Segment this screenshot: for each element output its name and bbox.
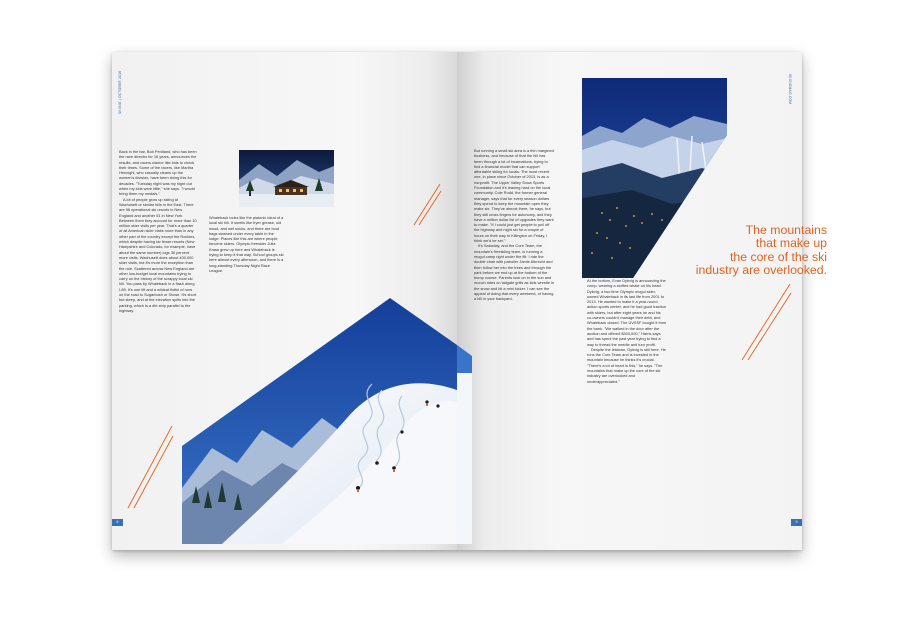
paragraph: A lot of people grow up skiing at Wachusett or similar hills in the East. There are 96 operational ski resorts in New England and another 51 in New York. Between them they account for more than 10 million skier visits per year. That's a quarter of all American skier visits more than in any other part of the country except the Rockies, which despite having far fewer resorts (New Hampshire and Colorado, for example, have about the same number) logs 36 percent more visits. Wachusett does about 400,000 skier visits, but it's more the exception than the rule. Scattered across New England are other low-budget local mountains trying to carry on the history of the scrappy local ski hill. You pass by Whaleback in a flash along I-89. It's one lift and a wildcat fistful of runs on the road to Sugarbush or Stowe. It's short but steep, and at the elevation splits into the parking, which is a dirt strip parallel to the highway.	[119, 196, 197, 313]
pull-quote-line: that make up	[755, 236, 827, 251]
paragraph: Back in the bar, Bob Pentland, who has been the race director for 16 years, announces the results, and racers clamor like kids to check their times. Some of the racers, like Martha Hennighi, who casually cleans up the women's division, have been doing this for decades. "Tuesday night was my night out when my kids were little," she says. "I would bring them my medals."	[119, 149, 197, 197]
paragraph: Despite the letdown, Dybvig is still here. He runs the Core Team and is invested in the mountain because he thinks it's crucial. "There's a lot of heart in this," he says. "The mountains that make up the core of the ski industry are overlooked and underappreciated."	[587, 346, 666, 384]
right-column-1	[474, 148, 554, 448]
pull-quote-line: industry are overlooked.	[695, 263, 827, 278]
paragraph: It's Saturday, and the Core Team, the mountain's freeskiing team, is running a mogul camp right under the lift. I ride the double chair with patroller Jamie Albrecht and then follow her into the trees and through the park before we end up at the bottom of the bump course. Parents look on in the sun and mooch rides on tailgate grills as kids wrestle in the snow and hit a mini kicker. I can see the appeal of doing that every weekend, of having a hill in your backyard.	[474, 243, 555, 302]
running-head-right: SKIINGMAG.COM	[788, 74, 792, 105]
pull-quote	[607, 224, 827, 278]
paragraph: But running a small ski area is a thin margined business, and because of that the hill has been through a lot of incarnations, trying to find a financial model that can support affordable skiing for locals. The most recent one, in place since October of 2013, is as a nonprofit. The Upper Valley Snow Sports Foundation and it's leaning hard on the local community. Cole Rudd, the former general manager, says that for every season dollars they spend to keep the mountain open they make six. They've almost there, he says, but they still cross fingers for autonomy, and they have a million dollar list of upgrades they want to make. "If I could just get people to pull off the highway and night ski for a couple of hours on their way to Killington on Friday, I think we'd be set."	[474, 148, 554, 244]
pull-quote-line: The mountains	[745, 223, 827, 237]
paragraph: Whaleback looks like the platonic ideal of a local ski hill. It smells like fryer grease, old wood, and wet socks, and there are boot bags stashed under every table in the lodge. Places like this are where people become skiers. Olympic freeskier Julia Krass grew up here and Whaleback is trying to keep it that way. School groups ski here almost every afternoon, and there is a long-standing Thursday Night Race League.	[209, 215, 284, 273]
left-column-2	[209, 215, 284, 295]
skiers-photo-continuation	[457, 298, 472, 544]
left-page	[112, 52, 457, 550]
magazine-spread	[112, 52, 827, 550]
skiers-photo	[182, 298, 457, 544]
page-number-left: 6	[112, 519, 123, 526]
orange-slash-decoration	[740, 282, 792, 362]
orange-slash-decoration	[412, 182, 442, 227]
paragraph: At the bottom, Evan Dybvig is announcing the comp, wearing a stuffed whale on his head. Dybvig, a two time Olympic mogul skier, owned Whaleback in its last life from 2001 to 2013. He wanted to make it a year-round action sports center, and he had good traction with skiers, but after eight years he and his co-owners couldn't manage their debt, and Whaleback closed. The UVSSF bought it from the bank. "We walked in the door after the auction and offered $300,000," Harris says and has spent the past year trying to find a way to thread the needle and turn profit.	[587, 278, 667, 347]
pull-quote-line: the core of the ski	[729, 249, 827, 264]
right-column-2	[587, 278, 667, 468]
lodge-photo	[239, 150, 334, 207]
right-page	[457, 52, 827, 550]
orange-slash-decoration	[126, 424, 174, 509]
running-head-left: SKIING | OCTOBER 2016	[118, 70, 122, 114]
page-number-right: 9	[791, 519, 802, 526]
